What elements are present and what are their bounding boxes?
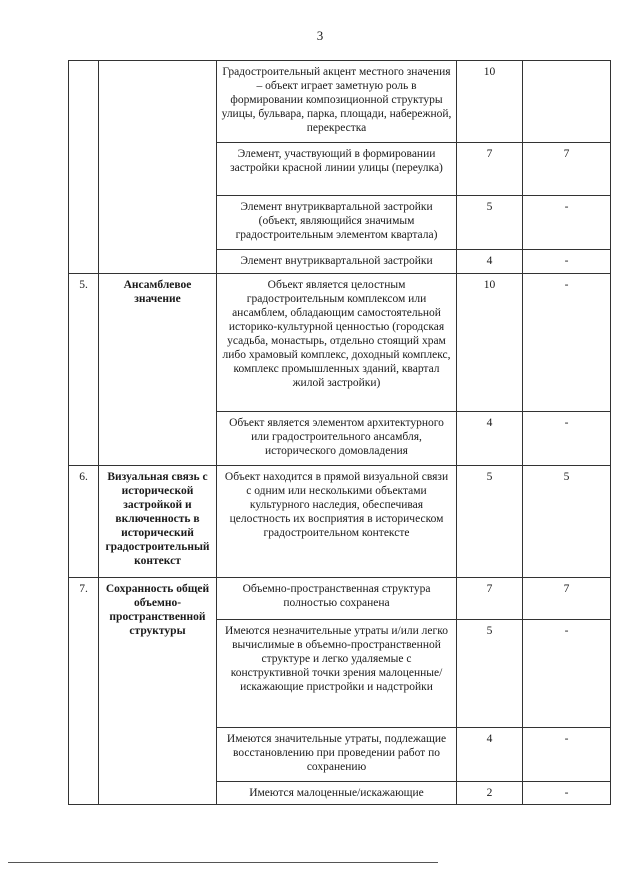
entry-score: 7 xyxy=(457,143,523,196)
row-number: 6. xyxy=(69,466,99,578)
entry-description: Объект находится в прямой визуальной связи с одним или несколькими объектами культурного наследия, обеспечивая целостность их восприятия в историческом градостроительном контексте xyxy=(217,466,457,578)
criterion-name: Сохранность общей объемно-пространственной структуры xyxy=(99,578,217,805)
entry-value: - xyxy=(523,196,611,250)
entry-description: Объемно-пространственная структура полностью сохранена xyxy=(217,578,457,620)
row-number: 7. xyxy=(69,578,99,805)
table-row xyxy=(69,466,611,578)
entry-description: Объект является элементом архитектурного или градостроительного ансамбля, исторического домовладения xyxy=(217,412,457,466)
entry-score: 5 xyxy=(457,196,523,250)
entry-value: - xyxy=(523,274,611,412)
entry-description: Имеются незначительные утраты и/или легко вычислимые в объемно-пространственной структуре и легко удаляемые с конструктивной точки зрения малоценные/искажающие пристройки и надстройки xyxy=(217,620,457,728)
page-number: 3 xyxy=(316,28,324,43)
entry-score: 4 xyxy=(457,412,523,466)
table-row xyxy=(69,274,611,412)
entry-description: Элемент внутриквартальной застройки xyxy=(217,250,457,274)
entry-score: 4 xyxy=(457,250,523,274)
row-number xyxy=(69,61,99,274)
entry-value xyxy=(523,61,611,143)
row-number: 5. xyxy=(69,274,99,466)
criterion-name: Ансамблевое значение xyxy=(99,274,217,466)
table-row xyxy=(69,61,611,143)
table-row xyxy=(69,578,611,620)
entry-value: 5 xyxy=(523,466,611,578)
criterion-name xyxy=(99,61,217,274)
entry-description: Объект является целостным градостроительным комплексом или ансамблем, обладающим самостоятельной историко-культурной ценностью (городская усадьба, монастырь, отдельно стоящий храм либо храмовый комплекс, доходный комплекс, комплекс промышленных зданий, квартал жилой застройки) xyxy=(217,274,457,412)
entry-description: Элемент внутриквартальной застройки (объект, являющийся значимым градостроительным элементом квартала) xyxy=(217,196,457,250)
entry-value: - xyxy=(523,250,611,274)
entry-description: Градостроительный акцент местного значения – объект играет заметную роль в формировании композиционной структуры улицы, бульвара, парка, площади, набережной, перекрестка xyxy=(217,61,457,143)
entry-value: - xyxy=(523,782,611,805)
bottom-divider xyxy=(8,862,438,863)
entry-value: - xyxy=(523,620,611,728)
entry-value: 7 xyxy=(523,143,611,196)
entry-score: 2 xyxy=(457,782,523,805)
entry-description: Имеются значительные утраты, подлежащие восстановлению при проведении работ по сохранению xyxy=(217,728,457,782)
entry-score: 10 xyxy=(457,61,523,143)
entry-description: Имеются малоценные/искажающие xyxy=(217,782,457,805)
entry-score: 10 xyxy=(457,274,523,412)
entry-score: 7 xyxy=(457,578,523,620)
entry-description: Элемент, участвующий в формировании застройки красной линии улицы (переулка) xyxy=(217,143,457,196)
entry-score: 5 xyxy=(457,620,523,728)
entry-score: 4 xyxy=(457,728,523,782)
entry-value: - xyxy=(523,728,611,782)
criteria-table xyxy=(68,60,611,805)
entry-value: - xyxy=(523,412,611,466)
criterion-name: Визуальная связь с исторической застройкой и включенность в исторический градостроительный контекст xyxy=(99,466,217,578)
entry-score: 5 xyxy=(457,466,523,578)
entry-value: 7 xyxy=(523,578,611,620)
